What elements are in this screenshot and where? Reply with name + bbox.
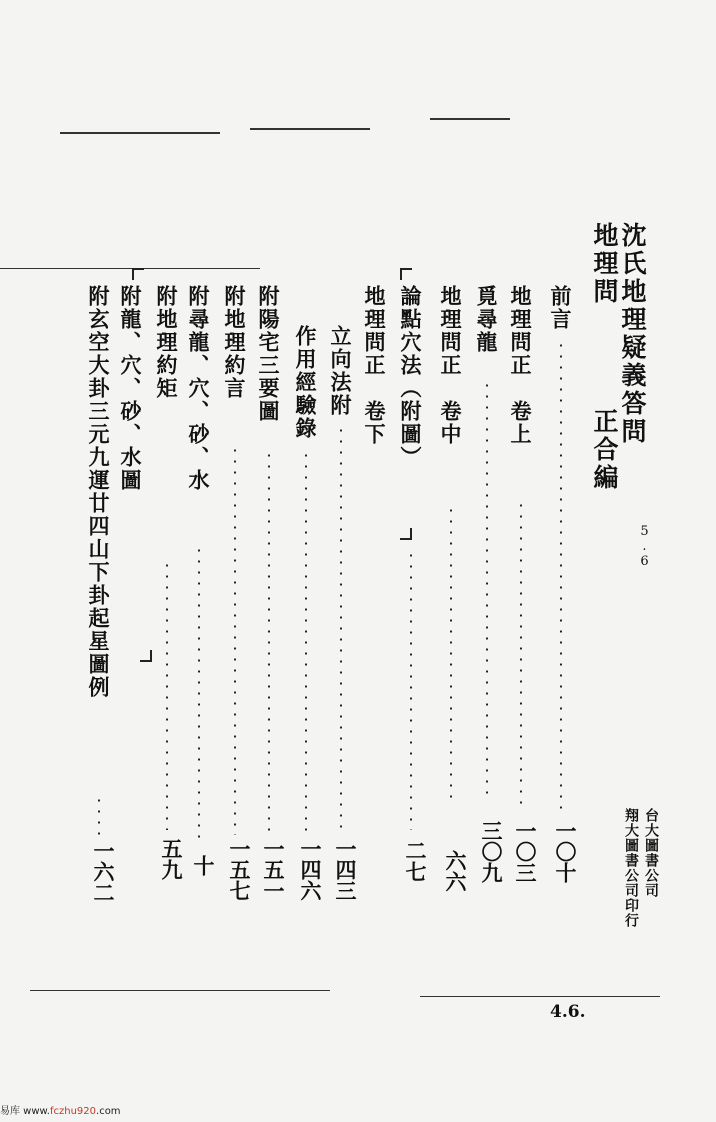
toc-page-number: 五九 <box>159 838 184 880</box>
leader-dots <box>166 560 168 830</box>
toc-page-number: 二七 <box>403 840 428 882</box>
scan-artifact <box>30 990 330 991</box>
leader-dots <box>520 500 522 810</box>
bracket-close <box>140 650 152 662</box>
leader-dots <box>486 380 488 800</box>
page-number: 4.6. <box>550 1002 586 1022</box>
toc-page-number: 一六二 <box>91 840 116 903</box>
toc-entry: 立向法附 <box>328 325 353 417</box>
toc-page-number: 一〇十 <box>553 820 578 883</box>
book-title-sub-b: 正合編 <box>590 408 619 492</box>
book-title-sub-a: 地理問 <box>590 222 619 306</box>
toc-page-number: 一四三 <box>333 838 358 901</box>
toc-entry: 論點穴法（附圖） <box>398 285 423 469</box>
leader-dots <box>340 425 342 835</box>
toc-entry: 地理問正 卷中 <box>438 285 463 446</box>
toc-entry: 附龍、穴、砂、水圖 <box>118 285 143 492</box>
toc-entry: 地理問正 卷上 <box>508 285 533 446</box>
toc-entry: 前言 <box>548 285 573 331</box>
toc-entry: 附地理約矩 <box>154 285 179 400</box>
leader-dots <box>98 795 100 840</box>
book-title: 沈氏地理疑義答問 <box>618 222 647 446</box>
bracket-open <box>400 268 412 280</box>
scan-artifact <box>420 996 660 997</box>
publisher-stamp: 台大圖書公司 <box>643 808 659 898</box>
toc-page-number: 一五七 <box>227 838 252 901</box>
toc-page-number: 一四六 <box>298 838 323 901</box>
leader-dots <box>268 450 270 835</box>
toc-entry: 附玄空大卦三元九運廿四山下卦起星圖例 <box>86 285 111 699</box>
scan-artifact <box>250 128 370 130</box>
bracket-open <box>132 268 144 280</box>
publisher-name: 翔大圖書公司印行 <box>623 808 639 928</box>
leader-dots <box>305 450 307 835</box>
watermark: 易库 www.fczhu920.com <box>0 1106 121 1117</box>
leader-dots <box>234 445 236 835</box>
toc-entry: 作用經驗錄 <box>293 325 318 440</box>
toc-entry: 地理問正 卷下 <box>362 285 387 446</box>
stamp: 5.6 <box>637 524 652 569</box>
toc-page-number: 一〇三 <box>513 820 538 883</box>
toc-page-number: 一五一 <box>261 838 286 901</box>
toc-page-number: 十 <box>191 855 216 876</box>
bracket-close <box>400 528 412 540</box>
scan-artifact <box>60 132 220 134</box>
leader-dots <box>198 545 200 845</box>
leader-dots <box>410 550 412 830</box>
scan-artifact <box>430 118 510 120</box>
toc-entry: 附地理約言 <box>222 285 247 400</box>
scan-artifact <box>0 268 260 269</box>
leader-dots <box>450 505 452 805</box>
toc-page-number: 三〇九 <box>479 820 504 883</box>
toc-entry: 覓尋龍 <box>474 285 499 354</box>
toc-entry: 附尋龍、穴、砂、水 <box>186 285 211 492</box>
toc-entry: 附陽宅三要圖 <box>256 285 281 423</box>
leader-dots <box>560 340 562 810</box>
toc-page-number: 六六 <box>443 850 468 892</box>
